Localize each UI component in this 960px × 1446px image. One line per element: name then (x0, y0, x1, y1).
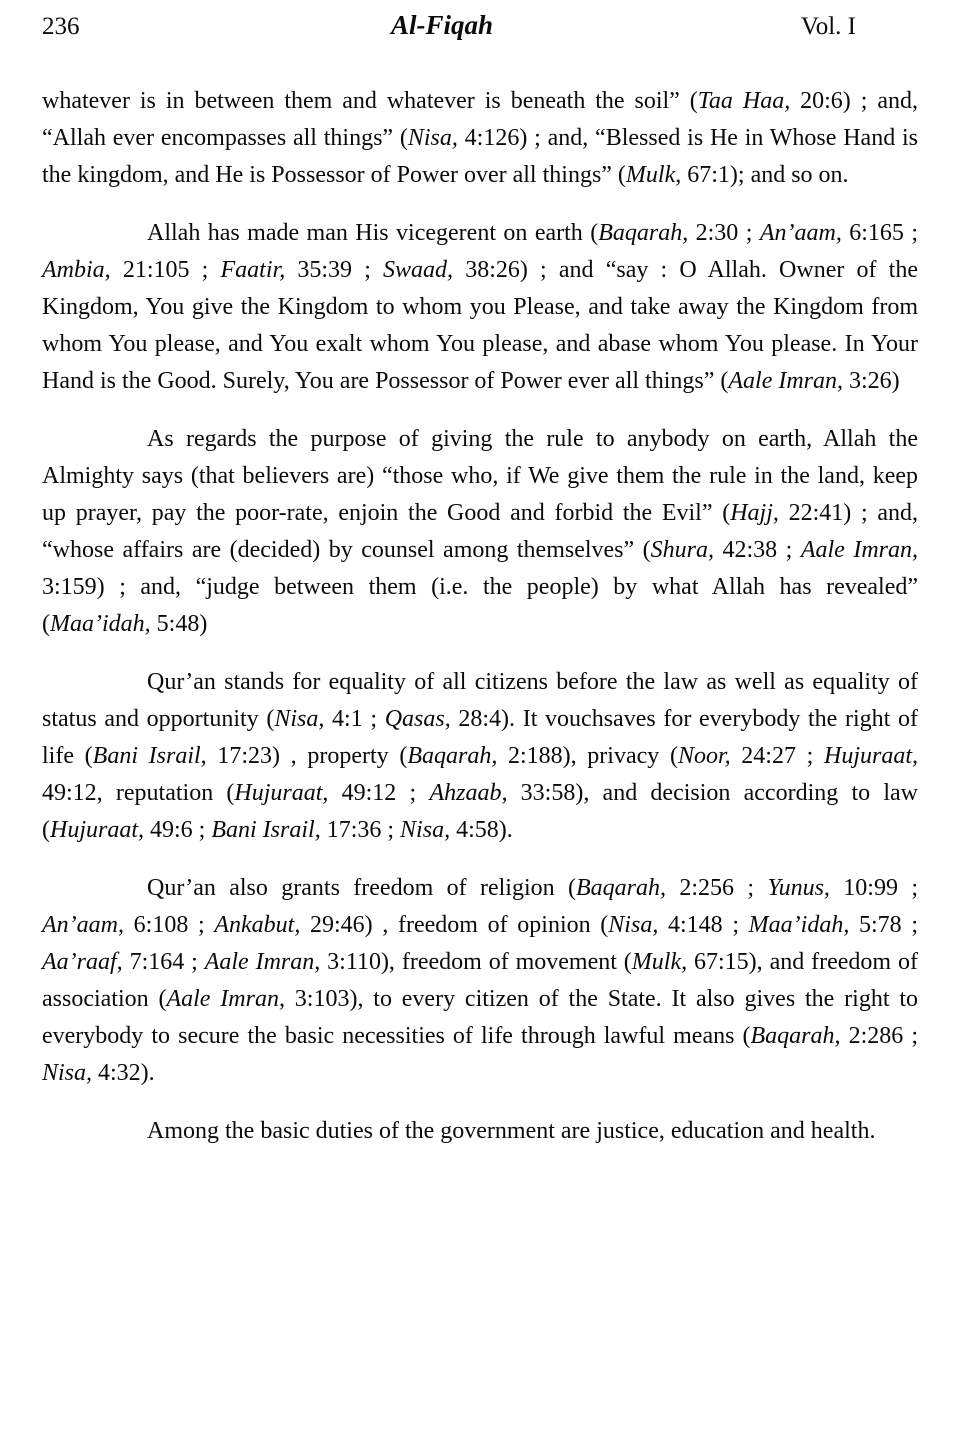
body-text-run: 5:78 ; (849, 912, 919, 938)
body-text-run: 6:165 ; (841, 220, 918, 246)
body-text-run: 35:39 ; (285, 257, 384, 283)
body-text-run: 49:6 ; (144, 817, 212, 843)
body-text-run: 3:26) (843, 368, 900, 394)
paragraph (42, 870, 918, 1092)
citation-reference: Bani Israil, (211, 817, 321, 843)
paragraph (42, 1113, 918, 1150)
citation-reference: Swaad, (383, 257, 454, 283)
body-text-run: 3:110), freedom of movement ( (320, 949, 632, 975)
body-text-run: 5:48) (150, 611, 208, 637)
body-text-run: 2:286 ; (840, 1023, 918, 1049)
body-text-run: 3:159) ; and, “judge between them (i.e. the people) by what Allah has revealed” ( (42, 574, 918, 637)
body-text-run: 29:46) , freedom of opinion ( (300, 912, 609, 938)
body-text-run: 2:256 ; (665, 875, 768, 901)
body-text-run: 4:148 ; (658, 912, 749, 938)
body-text-run: Qur’an also grants freedom of religion ( (147, 875, 576, 901)
body-text-run: Among the basic duties of the government are justice, education and health. (147, 1118, 876, 1144)
citation-reference: Aale Imran, (204, 949, 321, 975)
citation-reference: Ambia, (42, 257, 111, 283)
body-text-run: 67:1); and so on. (681, 162, 849, 188)
body-text-run: 4:126) ; and, “Blessed is He in Whose Hand is the kingdom, and He is Possessor of Power over all things” ( (42, 125, 918, 188)
body-text-run: As regards the purpose of giving the rule to anybody on earth, Allah the Almighty says (that believers are) “those who, if We give them the rule in the land, keep up prayer, pay the poor-rate, enjoin the Good and forbid the Evil” ( (42, 426, 918, 526)
paragraph (42, 664, 918, 849)
body-text-run: 21:105 ; (110, 257, 221, 283)
citation-reference: Aale Imran, (800, 537, 918, 563)
body-text-run: 33:58), and decision according to law ( (42, 780, 918, 843)
volume-label: Vol. I (800, 13, 856, 40)
body-text-run: 4:58). (450, 817, 513, 843)
citation-reference: Hajj, (730, 500, 779, 526)
body-text-run: 20:6) ; and, “Allah ever encompasses all things” ( (42, 88, 918, 151)
body-text-run: 49:12 ; (328, 780, 430, 806)
citation-reference: Faatir, (220, 257, 286, 283)
citation-reference: Baqarah, (750, 1023, 841, 1049)
citation-reference: Baqarah, (575, 875, 666, 901)
body-text-run: 38:26) ; and “say : O Allah. Owner of the Kingdom, You give the Kingdom to whom you Please, and take away the Kingdom from whom You please, and You exalt whom You please, and abase whom You please. In Your Hand is the Good. Surely, You are Possessor of Power ever all things” ( (42, 257, 918, 394)
body-text-run: 28:4). It vouchsaves for everybody the right of life ( (42, 706, 918, 769)
citation-reference: Aa’raaf, (42, 949, 123, 975)
body-text-run: 6:108 ; (123, 912, 215, 938)
body-text-run: 22:41) ; and, “whose affairs are (decided) by counsel among themselves” ( (42, 500, 918, 563)
citation-reference: Qasas, (384, 706, 451, 732)
citation-reference: Taa Haa, (697, 88, 791, 114)
citation-reference: Aale Imran, (166, 986, 285, 1012)
body-text-run: 67:15), and freedom of association ( (42, 949, 918, 1012)
citation-reference: Mulk, (631, 949, 688, 975)
citation-reference: Nisa, (42, 1060, 93, 1086)
citation-reference: Nisa, (400, 817, 451, 843)
citation-reference: Bani Israil, (92, 743, 207, 769)
body-text-run: 42:38 ; (714, 537, 801, 563)
body-text-run: 4:1 ; (324, 706, 385, 732)
citation-reference: An’aam, (759, 220, 842, 246)
citation-reference: Nisa, (407, 125, 458, 151)
citation-reference: Nisa, (274, 706, 325, 732)
body-text-run: 17:23) , property ( (206, 743, 408, 769)
citation-reference: Ahzaab, (429, 780, 508, 806)
citation-reference: Hujuraat, (234, 780, 329, 806)
citation-reference: Aale Imran, (728, 368, 844, 394)
citation-reference: Mulk, (625, 162, 682, 188)
citation-reference: Hujuraat, (50, 817, 145, 843)
citation-reference: Maa’idah, (50, 611, 151, 637)
citation-reference: Shura, (650, 537, 714, 563)
body-text-run: 7:164 ; (122, 949, 205, 975)
book-title: Al-Fiqah (390, 10, 494, 40)
body-text-run: Allah has made man His vicegerent on earth ( (147, 220, 599, 246)
citation-reference: Maa’idah, (748, 912, 850, 938)
body-text-run: 17:36 ; (320, 817, 401, 843)
body-text-run: 2:30 ; (688, 220, 760, 246)
paragraph (42, 215, 918, 400)
page-header (42, 8, 918, 41)
body-text-run: 10:99 ; (829, 875, 918, 901)
page-number: 236 (42, 13, 80, 40)
body-text-run: Qur’an stands for equality of all citizens before the law as well as equality of status and opportunity ( (42, 669, 918, 732)
citation-reference: Noor, (677, 743, 731, 769)
body-text-run: 24:27 ; (730, 743, 824, 769)
citation-reference: An’aam, (42, 912, 124, 938)
paragraph (42, 421, 918, 643)
page-body (42, 83, 918, 1150)
citation-reference: Hujuraat, (823, 743, 918, 769)
paragraph (42, 83, 918, 194)
citation-reference: Ankabut, (214, 912, 301, 938)
body-text-run: 4:32). (92, 1060, 155, 1086)
body-text-run: whatever is in between them and whatever is beneath the soil” ( (42, 88, 698, 114)
citation-reference: Baqarah, (407, 743, 498, 769)
citation-reference: Nisa, (608, 912, 659, 938)
body-text-run: 3:103), to every citizen of the State. It also gives the right to everybody to secure the basic necessities of life through lawful means ( (42, 986, 918, 1049)
citation-reference: Yunus, (767, 875, 830, 901)
body-text-run: 2:188), privacy ( (497, 743, 678, 769)
citation-reference: Baqarah, (598, 220, 689, 246)
body-text-run: 49:12, reputation ( (42, 780, 235, 806)
